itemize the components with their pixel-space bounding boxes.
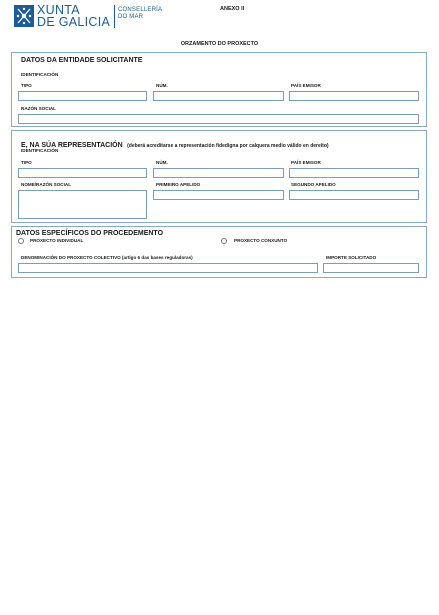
logo-divider (114, 5, 115, 28)
radio-conxunto[interactable] (221, 238, 227, 244)
radio-conxunto-label: PROXECTO CONXUNTO (234, 238, 288, 243)
representative-pais-field[interactable] (289, 168, 419, 178)
identification-label: IDENTIFICACIÓN (21, 72, 59, 77)
segundo-apelido-field[interactable] (289, 190, 419, 200)
pais-emisor-label: PAÍS EMISOR (291, 83, 321, 88)
representative-num-field[interactable] (153, 168, 284, 178)
consellaria-line2: DO MAR (118, 14, 144, 20)
tipo-label-2: TIPO (21, 160, 32, 165)
importe-label: IMPORTE SOLICITADO (326, 255, 377, 260)
xunta-emblem-icon (14, 5, 34, 27)
num-label: NÚM. (156, 83, 168, 88)
primeiro-apelido-field[interactable] (153, 190, 284, 200)
importe-field[interactable] (323, 263, 419, 273)
denominacion-label: DENOMINACIÓN DO PROXECTO COLECTIVO (artigo 6 das bases reguladoras) (21, 255, 193, 260)
representation-note: (deberá acreditarse a representación fidedigna por calquera medio válido en dereito) (127, 143, 329, 149)
applicant-tipo-field[interactable] (18, 91, 147, 101)
num-label-2: NÚM. (156, 160, 168, 165)
section-applicant-title: DATOS DA ENTIDADE SOLICITANTE (21, 57, 143, 64)
radio-individual[interactable] (18, 238, 24, 244)
denominacion-field[interactable] (18, 263, 318, 273)
annex-label: ANEXO II (220, 6, 245, 12)
representative-nome-field[interactable] (18, 190, 147, 219)
section-procedure-title: DATOS ESPECÍFICOS DO PROCEDEMENTO (16, 230, 164, 237)
applicant-pais-field[interactable] (289, 91, 419, 101)
segundo-apelido-label: SEGUNDO APELIDO (291, 182, 336, 187)
logo-line1: XUNTA (37, 3, 80, 17)
applicant-num-field[interactable] (153, 91, 284, 101)
logo-text (37, 4, 110, 28)
logo-line2: DE GALICIA (37, 15, 111, 29)
consellaria-line1: CONSELLERÍA (118, 7, 163, 13)
tipo-label: TIPO (21, 83, 32, 88)
radio-individual-label: PROXECTO INDIVIDUAL (30, 238, 84, 243)
xunta-logo (14, 3, 163, 30)
representative-tipo-field[interactable] (18, 168, 147, 178)
applicant-razon-social-field[interactable] (18, 114, 419, 124)
section-representative-header (21, 134, 329, 152)
nome-razon-label: NOME/RAZÓN SOCIAL (21, 182, 72, 187)
pais-emisor-label-2: PAÍS EMISOR (291, 160, 321, 165)
primeiro-apelido-label: PRIMEIRO APELIDO (156, 182, 201, 187)
identification-label-2: IDENTIFICACIÓN (21, 148, 59, 153)
section-representative-title: E, NA SÚA REPRESENTACIÓN (21, 142, 123, 149)
document-title: ORZAMENTO DO PROXECTO (180, 41, 259, 47)
consellaria-name (118, 7, 162, 21)
razon-social-label: RAZÓN SOCIAL (21, 106, 56, 111)
